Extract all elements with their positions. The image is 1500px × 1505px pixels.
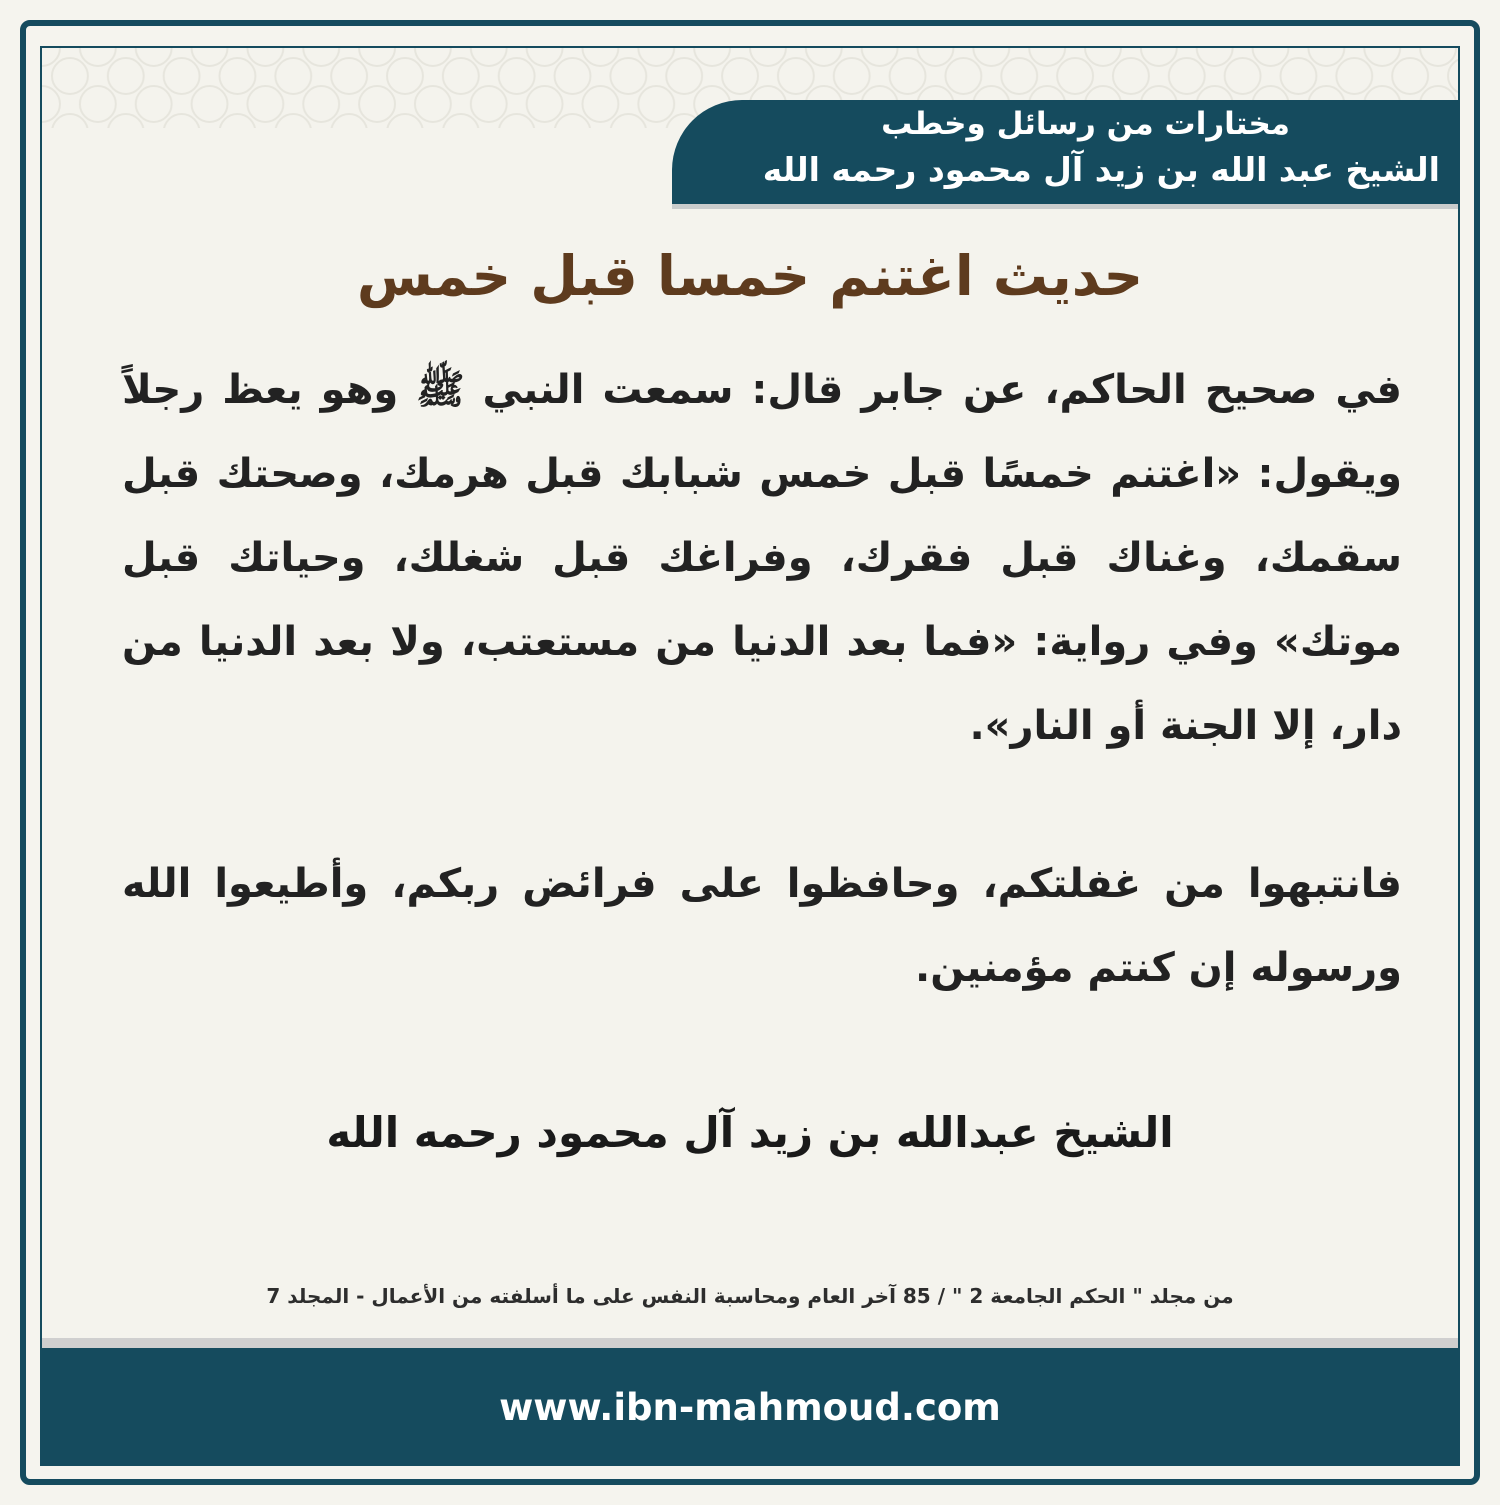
hadith-text bbox=[122, 348, 1402, 1010]
header-banner bbox=[672, 100, 1458, 204]
paragraph-exhortation: فانتبهوا من غفلتكم، وحافظوا على فرائض ربكم، وأطيعوا الله ورسوله إن كنتم مؤمنين. bbox=[122, 861, 1402, 991]
page-title: حديث اغتنم خمسا قبل خمس bbox=[356, 244, 1144, 308]
header-series-title: مختارات من رسائل وخطب bbox=[881, 106, 1290, 142]
website-url[interactable]: www.ibn-mahmoud.com bbox=[499, 1385, 1001, 1429]
footer-divider bbox=[42, 1338, 1458, 1348]
source-reference: من مجلد " الحكم الجامعة 2 " / 85 آخر العام ومحاسبة النفس على ما أسلفته من الأعمال - المجلد 7 bbox=[266, 1284, 1234, 1308]
header-author-name: الشيخ عبد الله بن زيد آل محمود رحمه الله bbox=[762, 150, 1440, 189]
card-frame bbox=[20, 20, 1480, 1485]
footer-bar bbox=[42, 1348, 1458, 1466]
author-signature: الشيخ عبدالله بن زيد آل محمود رحمه الله bbox=[326, 1108, 1174, 1157]
content-panel bbox=[40, 46, 1460, 1466]
paragraph-hadith: في صحيح الحاكم، عن جابر قال: سمعت النبي ﷺ وهو يعظ رجلاً ويقول: «اغتنم خمسًا قبل خمس شبابك قبل هرمك، وصحتك قبل سقمك، وغناك قبل فقرك، وفراغك قبل شغلك، وحياتك قبل موتك» وفي رواية: «فما بعد الدنيا من مستعتب، ولا بعد الدنيا من دار، إلا الجنة أو النار». bbox=[122, 367, 1402, 749]
